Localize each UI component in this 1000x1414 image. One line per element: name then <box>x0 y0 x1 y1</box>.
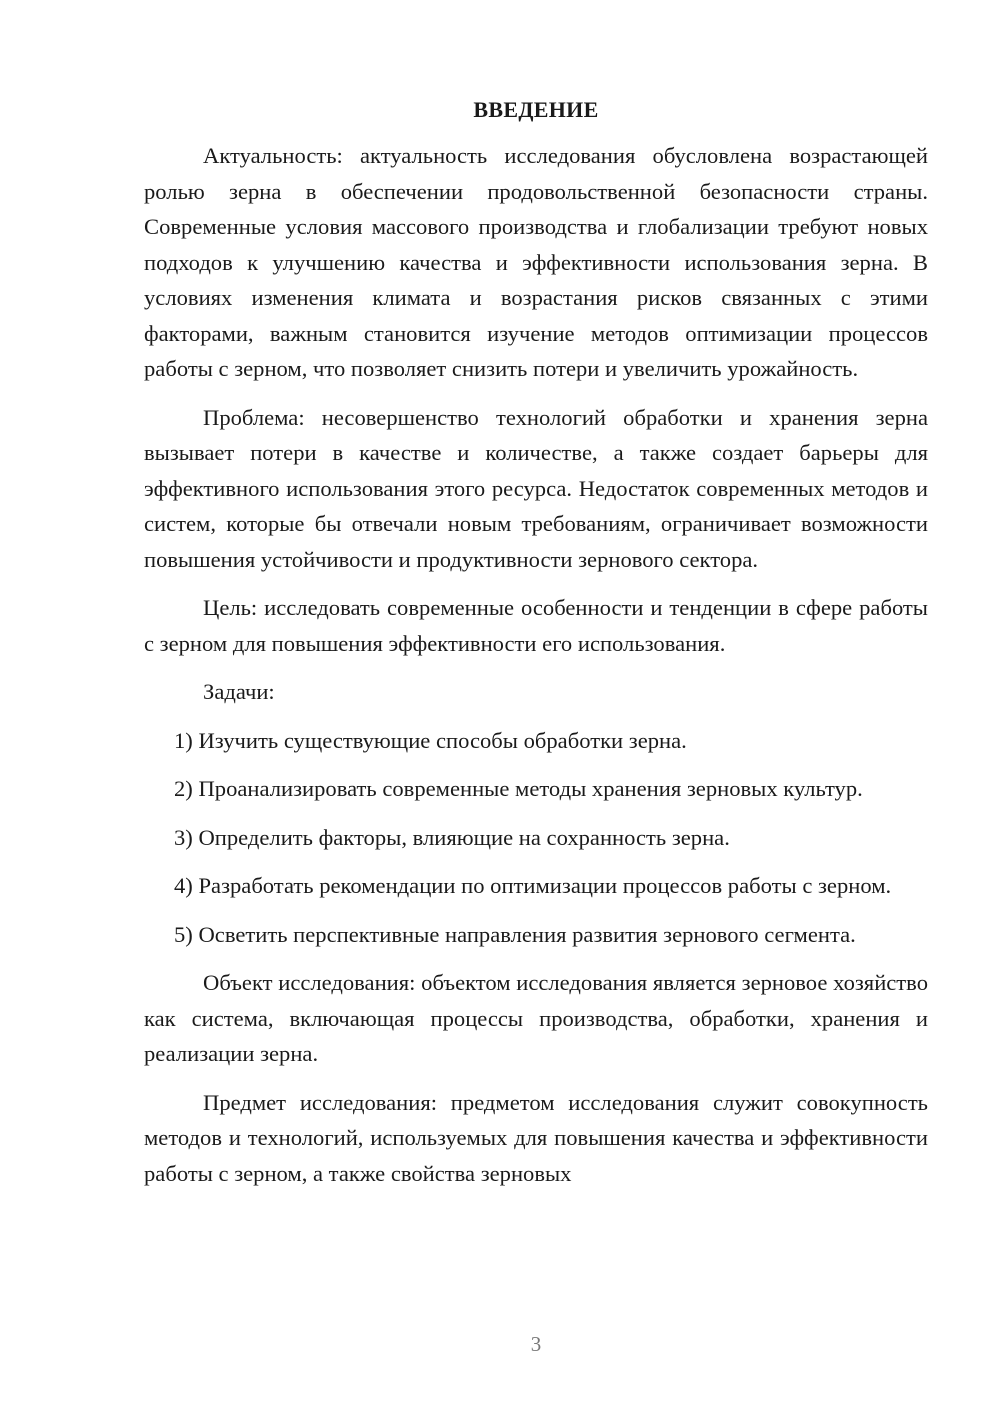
goal-paragraph: Цель: исследовать современные особенности и тенденции в сфере работы с зерном для повышения эффективности его использования. <box>144 595 928 656</box>
subject-paragraph: Предмет исследования: предметом исследования служит совокупность методов и технологий, используемых для повышения качества и эффективности работы с зерном, а также свойства зерновых <box>144 1089 928 1186</box>
task-item-5: 5) Осветить перспективные направления развития зернового сегмента. <box>174 921 856 947</box>
task-item-4: 4) Разработать рекомендации по оптимизации процессов работы с зерном. <box>174 873 892 898</box>
task-item-3: 3) Определить факторы, влияющие на сохранность зерна. <box>174 824 730 850</box>
task-item-2: 2) Проанализировать современные методы хранения зерновых культур. <box>174 776 863 801</box>
task-item-1: 1) Изучить существующие способы обработки зерна. <box>174 727 687 753</box>
tasks-heading: Задачи: <box>203 679 275 704</box>
relevance-paragraph: Актуальность: актуальность исследования обусловлена возрастающей ролью зерна в обеспечении продовольственной безопасности страны. Современные условия массового производства и глобализации требуют новых подходов к улучшению качества и эффективности использования зерна. В условиях изменения климата и возрастания рисков связанных с этими факторами, важным становится изучение методов оптимизации процессов работы с зерном, что позволяет снизить потери и увеличить урожайность. <box>144 143 928 381</box>
document-page <box>144 96 928 1204</box>
problem-paragraph: Проблема: несовершенство технологий обработки и хранения зерна вызывает потери в качестве и количестве, а также создает барьеры для эффективного использования этого ресурса. Недостаток современных методов и систем, которые бы отвечали новым требованиям, ограничивает возможности повышения устойчивости и продуктивности зернового сектора. <box>144 404 928 572</box>
page-title: ВВЕДЕНИЕ <box>473 97 599 122</box>
page-number: 3 <box>530 1332 542 1356</box>
object-paragraph: Объект исследования: объектом исследования является зерновое хозяйство как система, включающая процессы производства, обработки, хранения и реализации зерна. <box>144 970 928 1066</box>
